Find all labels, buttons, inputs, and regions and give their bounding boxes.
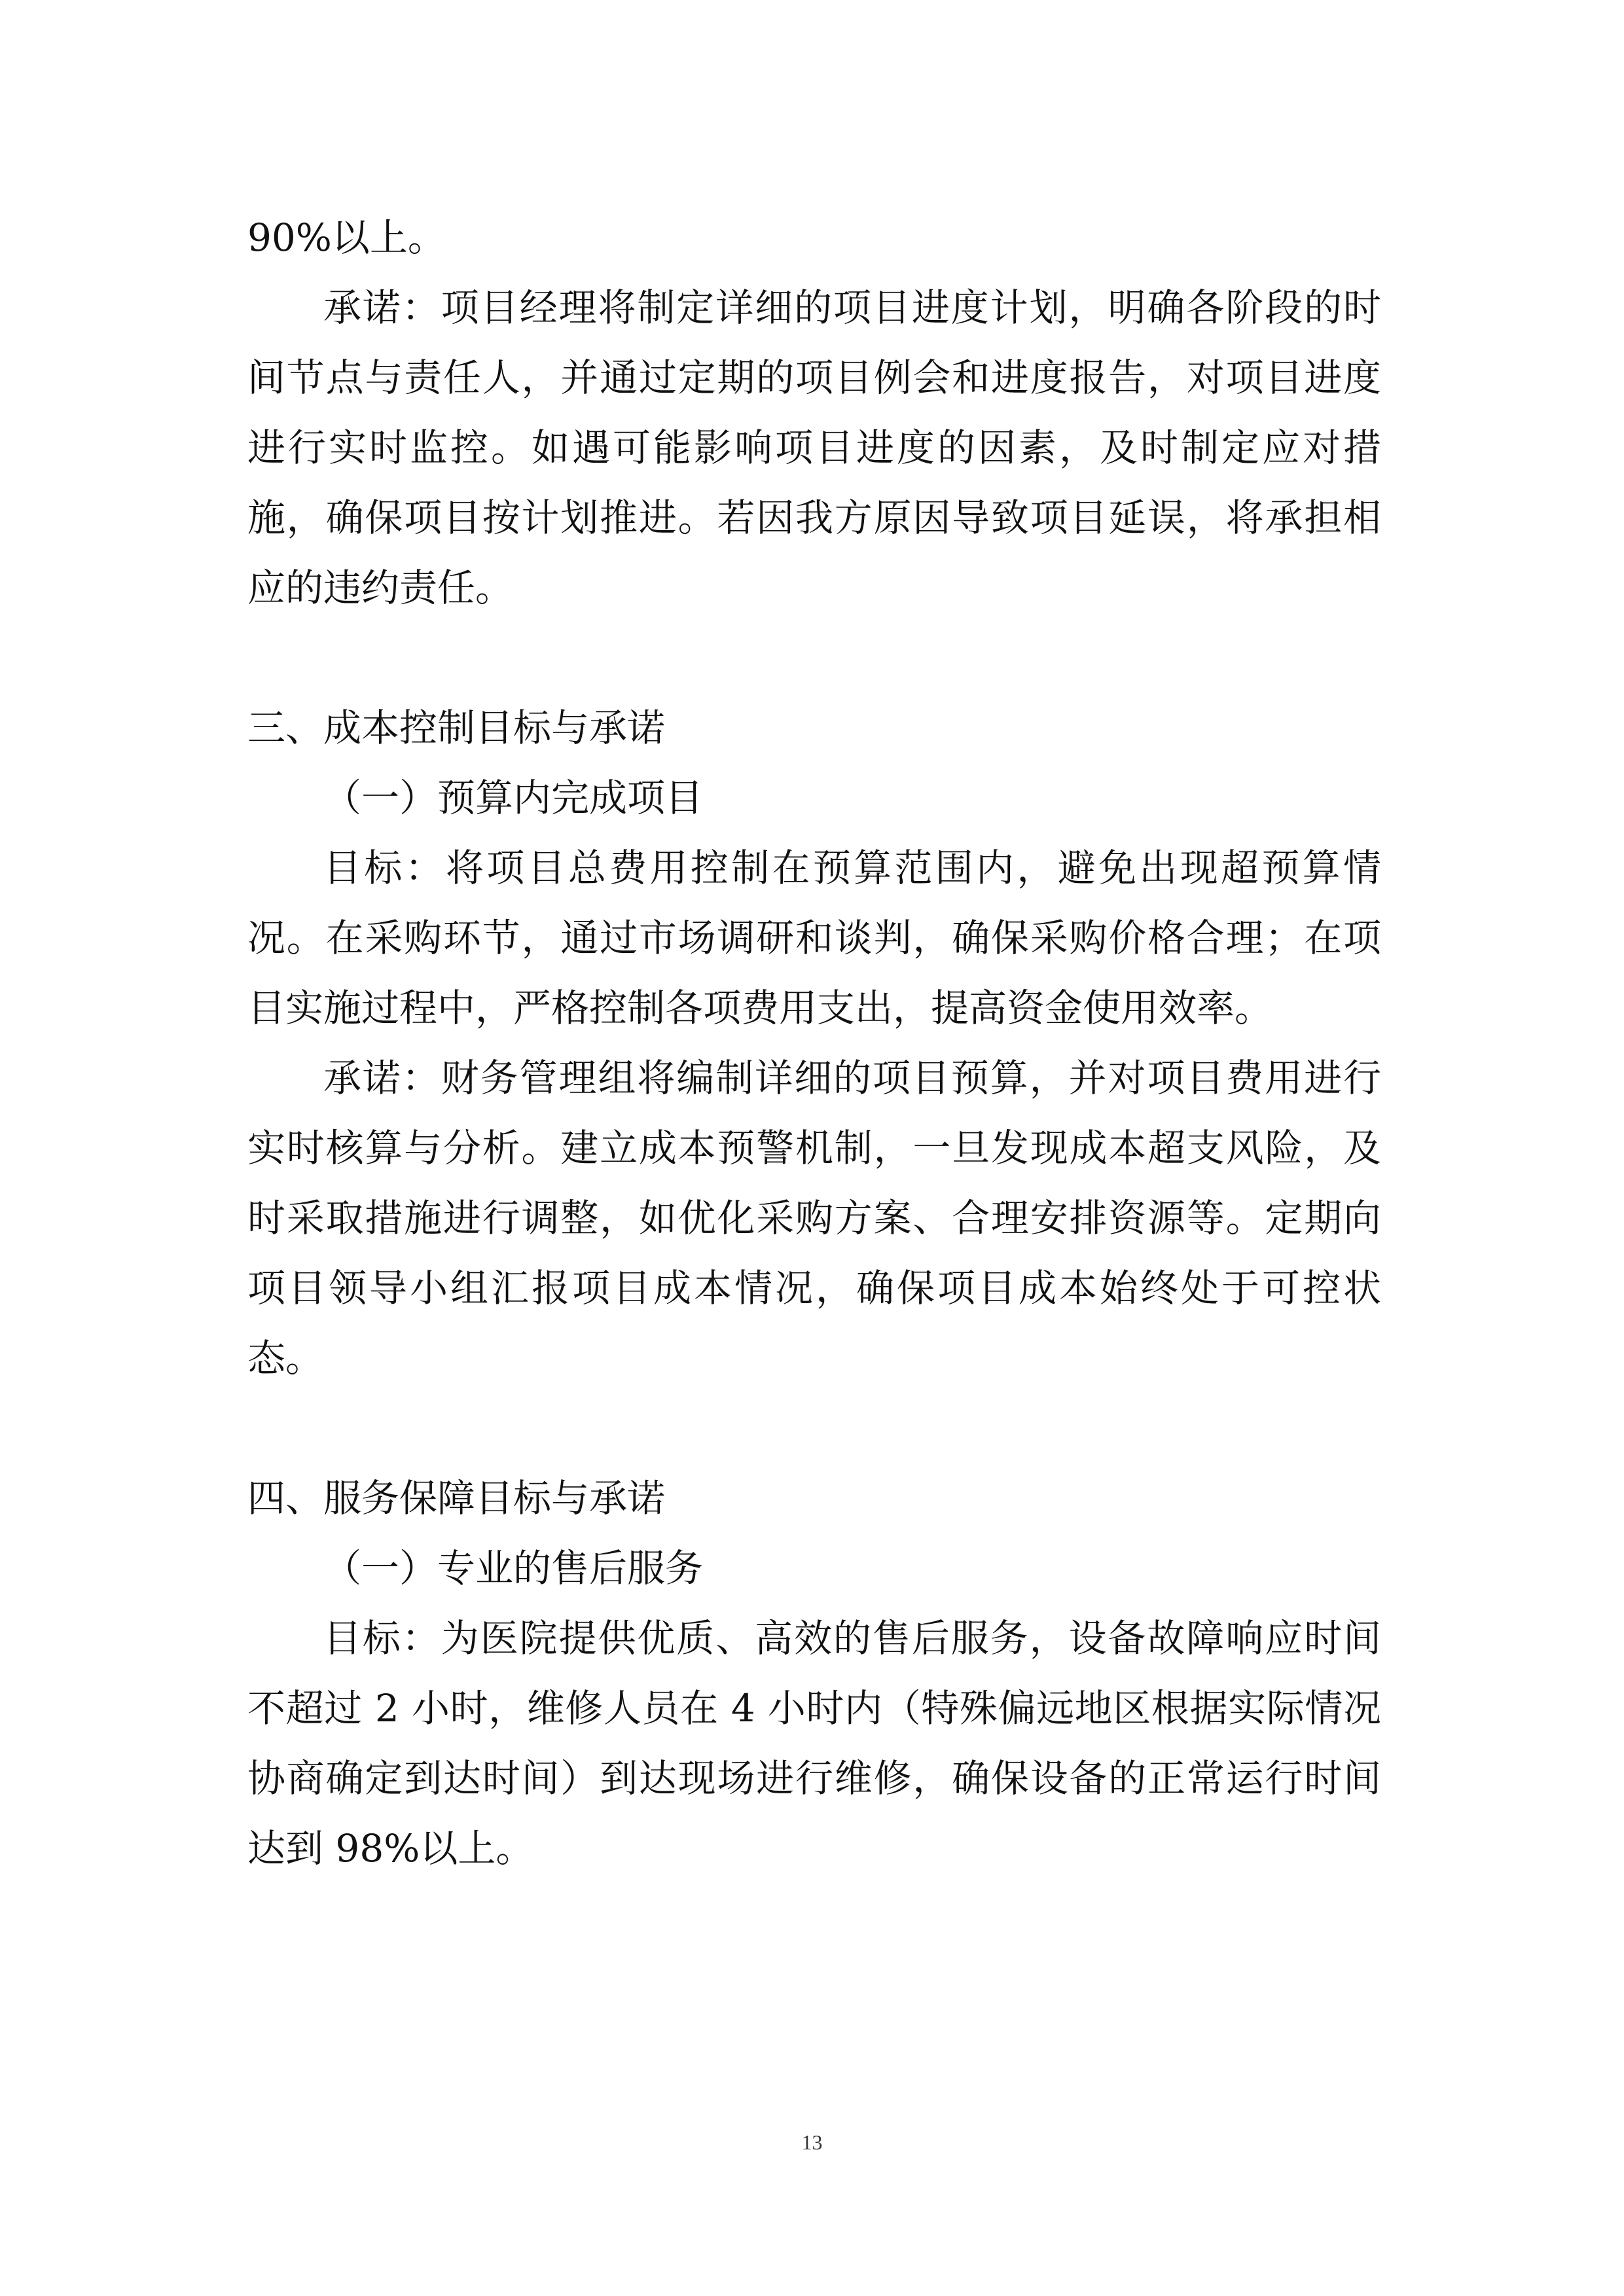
paragraph-continuation: 90%以上。 xyxy=(247,215,446,260)
section-heading-cost-control: 三、成本控制目标与承诺 xyxy=(247,706,666,750)
page-number: 13 xyxy=(801,2130,823,2154)
document-body xyxy=(247,203,1381,1884)
paragraph-cost-commitment: 承诺：财务管理组将编制详细的项目预算，并对项目费用进行实时核算与分析。建立成本预警机制，一旦发现成本超支风险，及时采取措施进行调整，如优化采购方案、合理安排资源等。定期向项目领导小组汇报项目成本情况，确保项目成本始终处于可控状态。 xyxy=(247,1056,1381,1380)
section-heading-service-guarantee: 四、服务保障目标与承诺 xyxy=(247,1476,666,1520)
paragraph-service-goal: 目标：为医院提供优质、高效的售后服务，设备故障响应时间不超过 2 小时，维修人员在 4 小时内（特殊偏远地区根据实际情况协商确定到达时间）到达现场进行维修，确保设备的正常运行时间达到 98%以上。 xyxy=(247,1616,1381,1871)
paragraph-commitment-schedule: 承诺：项目经理将制定详细的项目进度计划，明确各阶段的时间节点与责任人，并通过定期的项目例会和进度报告，对项目进度进行实时监控。如遇可能影响项目进度的因素，及时制定应对措施，确保项目按计划推进。若因我方原因导致项目延误，将承担相应的违约责任。 xyxy=(247,285,1381,610)
subsection-heading-budget: （一）预算内完成项目 xyxy=(323,776,704,820)
paragraph-cost-goal: 目标：将项目总费用控制在预算范围内，避免出现超预算情况。在采购环节，通过市场调研和谈判，确保采购价格合理；在项目实施过程中，严格控制各项费用支出，提高资金使用效率。 xyxy=(247,846,1381,1030)
subsection-heading-after-sales: （一）专业的售后服务 xyxy=(323,1546,704,1590)
